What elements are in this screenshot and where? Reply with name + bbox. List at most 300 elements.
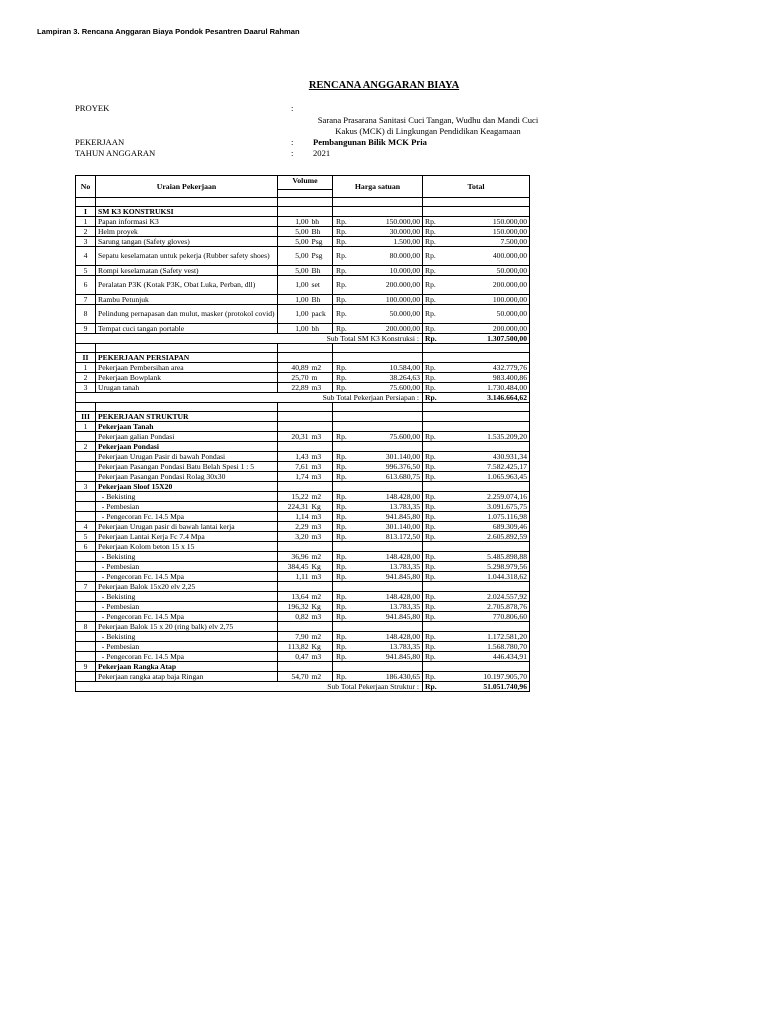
meta-pekerjaan-value: Pembangunan Bilik MCK Pria [313, 137, 427, 147]
row-unit-price: 148.428,00 [347, 492, 423, 502]
empty-cell [311, 353, 333, 363]
row-number [76, 672, 96, 682]
table-row [76, 472, 530, 482]
table-row [76, 642, 530, 652]
row-description: - Pembesian [96, 602, 278, 612]
subtotal-row [76, 682, 530, 692]
row-total: 1.535.209,20 [443, 432, 530, 442]
row-description: Pelindung pernapasan dan mulut, masker (protokol covid) [96, 305, 278, 324]
row-unit-price [347, 422, 423, 432]
row-description: Pekerjaan Kolom beton 15 x 15 [96, 542, 278, 552]
row-total [443, 482, 530, 492]
row-volume: 113,82 [278, 642, 311, 652]
table-row [76, 462, 530, 472]
row-volume: 0,82 [278, 612, 311, 622]
row-unit: m3 [311, 522, 333, 532]
empty-cell [333, 198, 347, 207]
table-row [76, 266, 530, 276]
row-number: 3 [76, 237, 96, 247]
empty-cell [96, 403, 278, 412]
row-number [76, 462, 96, 472]
row-volume [278, 582, 311, 592]
row-unit-price: 941.845,80 [347, 652, 423, 662]
row-volume: 36,96 [278, 552, 311, 562]
row-description: Pekerjaan Pasangan Pondasi Rolag 30x30 [96, 472, 278, 482]
row-number [76, 512, 96, 522]
row-price-currency: Rp. [333, 672, 347, 682]
table-row [76, 652, 530, 662]
row-description: - Pengecoran Fc. 14.5 Mpa [96, 512, 278, 522]
row-total: 689.309,46 [443, 522, 530, 532]
row-volume [278, 442, 311, 452]
row-total: 1.075.116,98 [443, 512, 530, 522]
row-price-currency [333, 622, 347, 632]
row-total: 5.298.979,56 [443, 562, 530, 572]
row-total-currency: Rp. [423, 237, 443, 247]
row-total-currency [423, 622, 443, 632]
row-volume: 5,00 [278, 266, 311, 276]
section-header-row [76, 412, 530, 422]
row-description: - Pengecoran Fc. 14.5 Mpa [96, 572, 278, 582]
subtotal-label: Sub Total Pekerjaan Struktur : [96, 682, 423, 692]
empty-cell [278, 344, 311, 353]
row-description: Pekerjaan Balok 15 x 20 (ring balk) elv 2,75 [96, 622, 278, 632]
row-total-currency [423, 442, 443, 452]
row-unit-price: 10.584,00 [347, 363, 423, 373]
empty-cell [333, 412, 347, 422]
row-volume: 3,20 [278, 532, 311, 542]
row-price-currency [333, 422, 347, 432]
meta-proyek-value: Sarana Prasarana Sanitasi Cuci Tangan, Wudhu dan Mandi Cuci Kakus (MCK) di Lingkungan Pendidikan Keagamaan [317, 115, 539, 136]
empty-cell [443, 412, 530, 422]
meta-pekerjaan-label: PEKERJAAN [75, 137, 125, 147]
document-title: RENCANA ANGGARAN BIAYA [308, 80, 460, 91]
empty-cell [278, 412, 311, 422]
empty-cell [423, 207, 443, 217]
row-price-currency: Rp. [333, 276, 347, 295]
row-number: 9 [76, 324, 96, 334]
row-total: 200.000,00 [443, 276, 530, 295]
empty-cell [423, 344, 443, 353]
row-total-currency: Rp. [423, 432, 443, 442]
empty-cell [347, 412, 423, 422]
empty-cell [423, 412, 443, 422]
table-row [76, 592, 530, 602]
row-number: 8 [76, 305, 96, 324]
row-price-currency [333, 542, 347, 552]
row-total-currency: Rp. [423, 276, 443, 295]
row-price-currency [333, 482, 347, 492]
row-description: Rompi keselamatan (Safety vest) [96, 266, 278, 276]
row-volume: 1,74 [278, 472, 311, 482]
subtotal-value: 51.051.740,96 [443, 682, 530, 692]
row-total: 2.705.878,76 [443, 602, 530, 612]
row-total-currency: Rp. [423, 462, 443, 472]
row-unit-price: 13.783,35 [347, 602, 423, 612]
row-description: - Pembesian [96, 642, 278, 652]
empty-cell [423, 198, 443, 207]
row-unit: Kg [311, 562, 333, 572]
row-description: Tempat cuci tangan portable [96, 324, 278, 334]
row-total: 1.730.484,00 [443, 383, 530, 393]
row-unit: m3 [311, 572, 333, 582]
row-price-currency: Rp. [333, 522, 347, 532]
row-price-currency: Rp. [333, 512, 347, 522]
section-title: PEKERJAAN PERSIAPAN [96, 353, 278, 363]
row-unit-price: 200.000,00 [347, 324, 423, 334]
row-price-currency: Rp. [333, 652, 347, 662]
row-volume: 5,00 [278, 227, 311, 237]
subtotal-currency: Rp. [423, 682, 443, 692]
row-number [76, 452, 96, 462]
budget-table [75, 175, 530, 692]
row-description: Sepatu keselamatan untuk pekerja (Rubber safety shoes) [96, 247, 278, 266]
table-row [76, 237, 530, 247]
row-number: 6 [76, 542, 96, 552]
row-total-currency: Rp. [423, 652, 443, 662]
row-description: Pekerjaan Pembersihan area [96, 363, 278, 373]
table-row [76, 432, 530, 442]
empty-cell [278, 207, 311, 217]
row-total: 1.044.318,62 [443, 572, 530, 582]
empty-cell [96, 198, 278, 207]
table-row [76, 602, 530, 612]
section-number: III [76, 412, 96, 422]
row-unit-price: 301.140,00 [347, 522, 423, 532]
empty-cell [96, 344, 278, 353]
row-unit-price: 813.172,50 [347, 532, 423, 542]
row-description: Rambu Petunjuk [96, 295, 278, 305]
row-volume [278, 482, 311, 492]
row-total: 7.500,00 [443, 237, 530, 247]
row-total-currency: Rp. [423, 512, 443, 522]
row-total: 983.400,86 [443, 373, 530, 383]
row-total: 150.000,00 [443, 227, 530, 237]
table-row [76, 672, 530, 682]
row-volume: 5,00 [278, 237, 311, 247]
row-price-currency: Rp. [333, 452, 347, 462]
row-unit: Bh [311, 266, 333, 276]
subtotal-value: 3.146.664,62 [443, 393, 530, 403]
header-total: Total [423, 176, 530, 198]
row-unit: m2 [311, 632, 333, 642]
empty-cell [76, 393, 96, 403]
row-price-currency: Rp. [333, 572, 347, 582]
row-total-currency: Rp. [423, 532, 443, 542]
row-unit-price: 13.783,35 [347, 502, 423, 512]
subtotal-value: 1.307.500,00 [443, 334, 530, 344]
row-unit: Kg [311, 502, 333, 512]
header-uraian: Uraian Pekerjaan [96, 176, 278, 198]
row-total [443, 582, 530, 592]
row-number: 8 [76, 622, 96, 632]
row-unit: set [311, 276, 333, 295]
row-total-currency [423, 422, 443, 432]
row-number [76, 612, 96, 622]
row-number: 3 [76, 482, 96, 492]
row-unit-price: 941.845,80 [347, 512, 423, 522]
row-unit-price: 30.000,00 [347, 227, 423, 237]
row-unit [311, 542, 333, 552]
empty-cell [76, 334, 96, 344]
empty-cell [423, 353, 443, 363]
empty-cell [333, 207, 347, 217]
row-description: Pekerjaan Bowplank [96, 373, 278, 383]
empty-cell [278, 353, 311, 363]
row-number: 2 [76, 442, 96, 452]
row-total [443, 442, 530, 452]
row-volume [278, 542, 311, 552]
row-unit-price: 50.000,00 [347, 305, 423, 324]
budget-table-body [76, 198, 530, 692]
row-unit: m2 [311, 492, 333, 502]
table-row [76, 502, 530, 512]
row-description: Pekerjaan Pondasi [96, 442, 278, 452]
row-description: - Bekisting [96, 632, 278, 642]
row-total-currency: Rp. [423, 502, 443, 512]
row-total-currency: Rp. [423, 305, 443, 324]
table-row [76, 482, 530, 492]
row-total: 1.568.780,70 [443, 642, 530, 652]
row-volume: 25,70 [278, 373, 311, 383]
empty-cell [443, 207, 530, 217]
subtotal-label: Sub Total Pekerjaan Persiapan : [96, 393, 423, 403]
row-description: - Pengecoran Fc. 14.5 Mpa [96, 652, 278, 662]
row-unit-price: 38.264,63 [347, 373, 423, 383]
empty-cell [347, 403, 423, 412]
row-number [76, 642, 96, 652]
row-unit-price [347, 662, 423, 672]
row-volume: 1,11 [278, 572, 311, 582]
row-total-currency: Rp. [423, 492, 443, 502]
section-title: PEKERJAAN STRUKTUR [96, 412, 278, 422]
row-description: Pekerjaan Urugan pasir di bawah lantai kerja [96, 522, 278, 532]
empty-cell [311, 344, 333, 353]
row-volume: 196,32 [278, 602, 311, 612]
row-total: 2.259.074,16 [443, 492, 530, 502]
table-row [76, 227, 530, 237]
row-volume: 15,22 [278, 492, 311, 502]
row-volume: 1,00 [278, 276, 311, 295]
row-volume: 1,43 [278, 452, 311, 462]
row-unit-price: 75.600,00 [347, 383, 423, 393]
row-price-currency: Rp. [333, 552, 347, 562]
subtotal-currency: Rp. [423, 393, 443, 403]
table-row [76, 552, 530, 562]
row-volume: 7,90 [278, 632, 311, 642]
row-total: 430.931,34 [443, 452, 530, 462]
meta-tahun-value: 2021 [313, 148, 331, 158]
row-total: 200.000,00 [443, 324, 530, 334]
row-unit-price: 941.845,80 [347, 612, 423, 622]
row-price-currency: Rp. [333, 592, 347, 602]
empty-cell [423, 403, 443, 412]
row-description: Pekerjaan Pasangan Pondasi Batu Belah Spesi 1 : 5 [96, 462, 278, 472]
empty-cell [443, 403, 530, 412]
row-price-currency: Rp. [333, 492, 347, 502]
row-volume: 1,00 [278, 295, 311, 305]
table-row [76, 562, 530, 572]
row-unit [311, 582, 333, 592]
row-unit: Bh [311, 295, 333, 305]
row-description: Pekerjaan Sloof 15X20 [96, 482, 278, 492]
table-row [76, 305, 530, 324]
row-total: 100.000,00 [443, 295, 530, 305]
row-unit-price [347, 442, 423, 452]
table-row [76, 612, 530, 622]
empty-cell [311, 403, 333, 412]
empty-cell [278, 198, 311, 207]
row-description: Pekerjaan Urugan Pasir di bawah Pondasi [96, 452, 278, 462]
empty-cell [76, 403, 96, 412]
spacer-row [76, 344, 530, 353]
row-total: 1.065.963,45 [443, 472, 530, 482]
row-unit-price: 75.600,00 [347, 432, 423, 442]
row-number [76, 652, 96, 662]
row-total-currency: Rp. [423, 642, 443, 652]
empty-cell [278, 403, 311, 412]
row-volume: 54,70 [278, 672, 311, 682]
row-total-currency: Rp. [423, 452, 443, 462]
row-price-currency: Rp. [333, 612, 347, 622]
row-number: 9 [76, 662, 96, 672]
table-row [76, 532, 530, 542]
row-unit: m3 [311, 652, 333, 662]
row-volume: 5,00 [278, 247, 311, 266]
table-row [76, 662, 530, 672]
row-volume: 7,61 [278, 462, 311, 472]
row-unit: Kg [311, 642, 333, 652]
row-volume: 13,64 [278, 592, 311, 602]
row-total-currency: Rp. [423, 247, 443, 266]
row-unit: m3 [311, 512, 333, 522]
spacer-row [76, 198, 530, 207]
row-unit [311, 662, 333, 672]
row-total-currency: Rp. [423, 552, 443, 562]
row-number [76, 572, 96, 582]
row-total: 150.000,00 [443, 217, 530, 227]
row-total-currency: Rp. [423, 383, 443, 393]
empty-cell [443, 198, 530, 207]
empty-cell [333, 353, 347, 363]
row-price-currency [333, 582, 347, 592]
row-description: Helm proyek [96, 227, 278, 237]
table-row [76, 632, 530, 642]
empty-cell [76, 682, 96, 692]
row-number: 1 [76, 363, 96, 373]
row-volume [278, 662, 311, 672]
row-total: 1.172.581,20 [443, 632, 530, 642]
row-volume: 1,00 [278, 217, 311, 227]
row-total [443, 662, 530, 672]
row-total: 400.000,00 [443, 247, 530, 266]
row-unit: m3 [311, 532, 333, 542]
row-description: Pekerjaan galian Pondasi [96, 432, 278, 442]
row-unit: m3 [311, 452, 333, 462]
row-unit: Kg [311, 602, 333, 612]
subtotal-row [76, 393, 530, 403]
row-description: Pekerjaan Lantai Kerja Fc 7.4 Mpa [96, 532, 278, 542]
subtotal-label: Sub Total SM K3 Konstruksi : [96, 334, 423, 344]
row-unit [311, 482, 333, 492]
row-number: 6 [76, 276, 96, 295]
row-number: 3 [76, 383, 96, 393]
row-description: Urugan tanah [96, 383, 278, 393]
row-total-currency: Rp. [423, 612, 443, 622]
row-total: 432.779,76 [443, 363, 530, 373]
row-unit: bh [311, 324, 333, 334]
row-total-currency: Rp. [423, 227, 443, 237]
row-volume [278, 622, 311, 632]
row-volume: 22,89 [278, 383, 311, 393]
row-number: 5 [76, 532, 96, 542]
table-row [76, 295, 530, 305]
row-price-currency: Rp. [333, 266, 347, 276]
row-number: 7 [76, 295, 96, 305]
row-number [76, 552, 96, 562]
row-total [443, 422, 530, 432]
row-total [443, 542, 530, 552]
row-total: 770.806,60 [443, 612, 530, 622]
row-total-currency: Rp. [423, 672, 443, 682]
row-price-currency [333, 662, 347, 672]
row-description: Papan informasi K3 [96, 217, 278, 227]
row-number: 7 [76, 582, 96, 592]
row-total-currency: Rp. [423, 217, 443, 227]
table-row [76, 542, 530, 552]
header-volume: Volume [278, 176, 333, 190]
row-volume: 20,31 [278, 432, 311, 442]
row-unit-price [347, 622, 423, 632]
row-description: Pekerjaan rangka atap baja Ringan [96, 672, 278, 682]
row-price-currency: Rp. [333, 295, 347, 305]
row-number [76, 602, 96, 612]
row-price-currency: Rp. [333, 227, 347, 237]
row-total-currency: Rp. [423, 324, 443, 334]
row-total-currency: Rp. [423, 522, 443, 532]
row-unit-price [347, 542, 423, 552]
table-row [76, 422, 530, 432]
spacer-row [76, 403, 530, 412]
row-unit: m3 [311, 432, 333, 442]
row-volume [278, 422, 311, 432]
empty-cell [347, 207, 423, 217]
meta-tahun-colon: : [291, 148, 294, 158]
row-total-currency: Rp. [423, 602, 443, 612]
row-unit: m2 [311, 672, 333, 682]
row-price-currency: Rp. [333, 247, 347, 266]
row-total: 2.024.557,92 [443, 592, 530, 602]
empty-cell [333, 344, 347, 353]
row-number: 1 [76, 422, 96, 432]
subtotal-currency: Rp. [423, 334, 443, 344]
row-number [76, 492, 96, 502]
table-row [76, 324, 530, 334]
meta-tahun-label: TAHUN ANGGARAN [75, 148, 156, 158]
row-description: - Bekisting [96, 592, 278, 602]
empty-cell [76, 344, 96, 353]
row-description: Pekerjaan Balok 15x20 elv 2,25 [96, 582, 278, 592]
row-unit: m3 [311, 612, 333, 622]
row-volume: 40,89 [278, 363, 311, 373]
row-unit: m2 [311, 363, 333, 373]
row-price-currency: Rp. [333, 502, 347, 512]
row-price-currency [333, 442, 347, 452]
table-row [76, 622, 530, 632]
row-total: 7.582.425,17 [443, 462, 530, 472]
table-row [76, 442, 530, 452]
row-unit: m3 [311, 462, 333, 472]
